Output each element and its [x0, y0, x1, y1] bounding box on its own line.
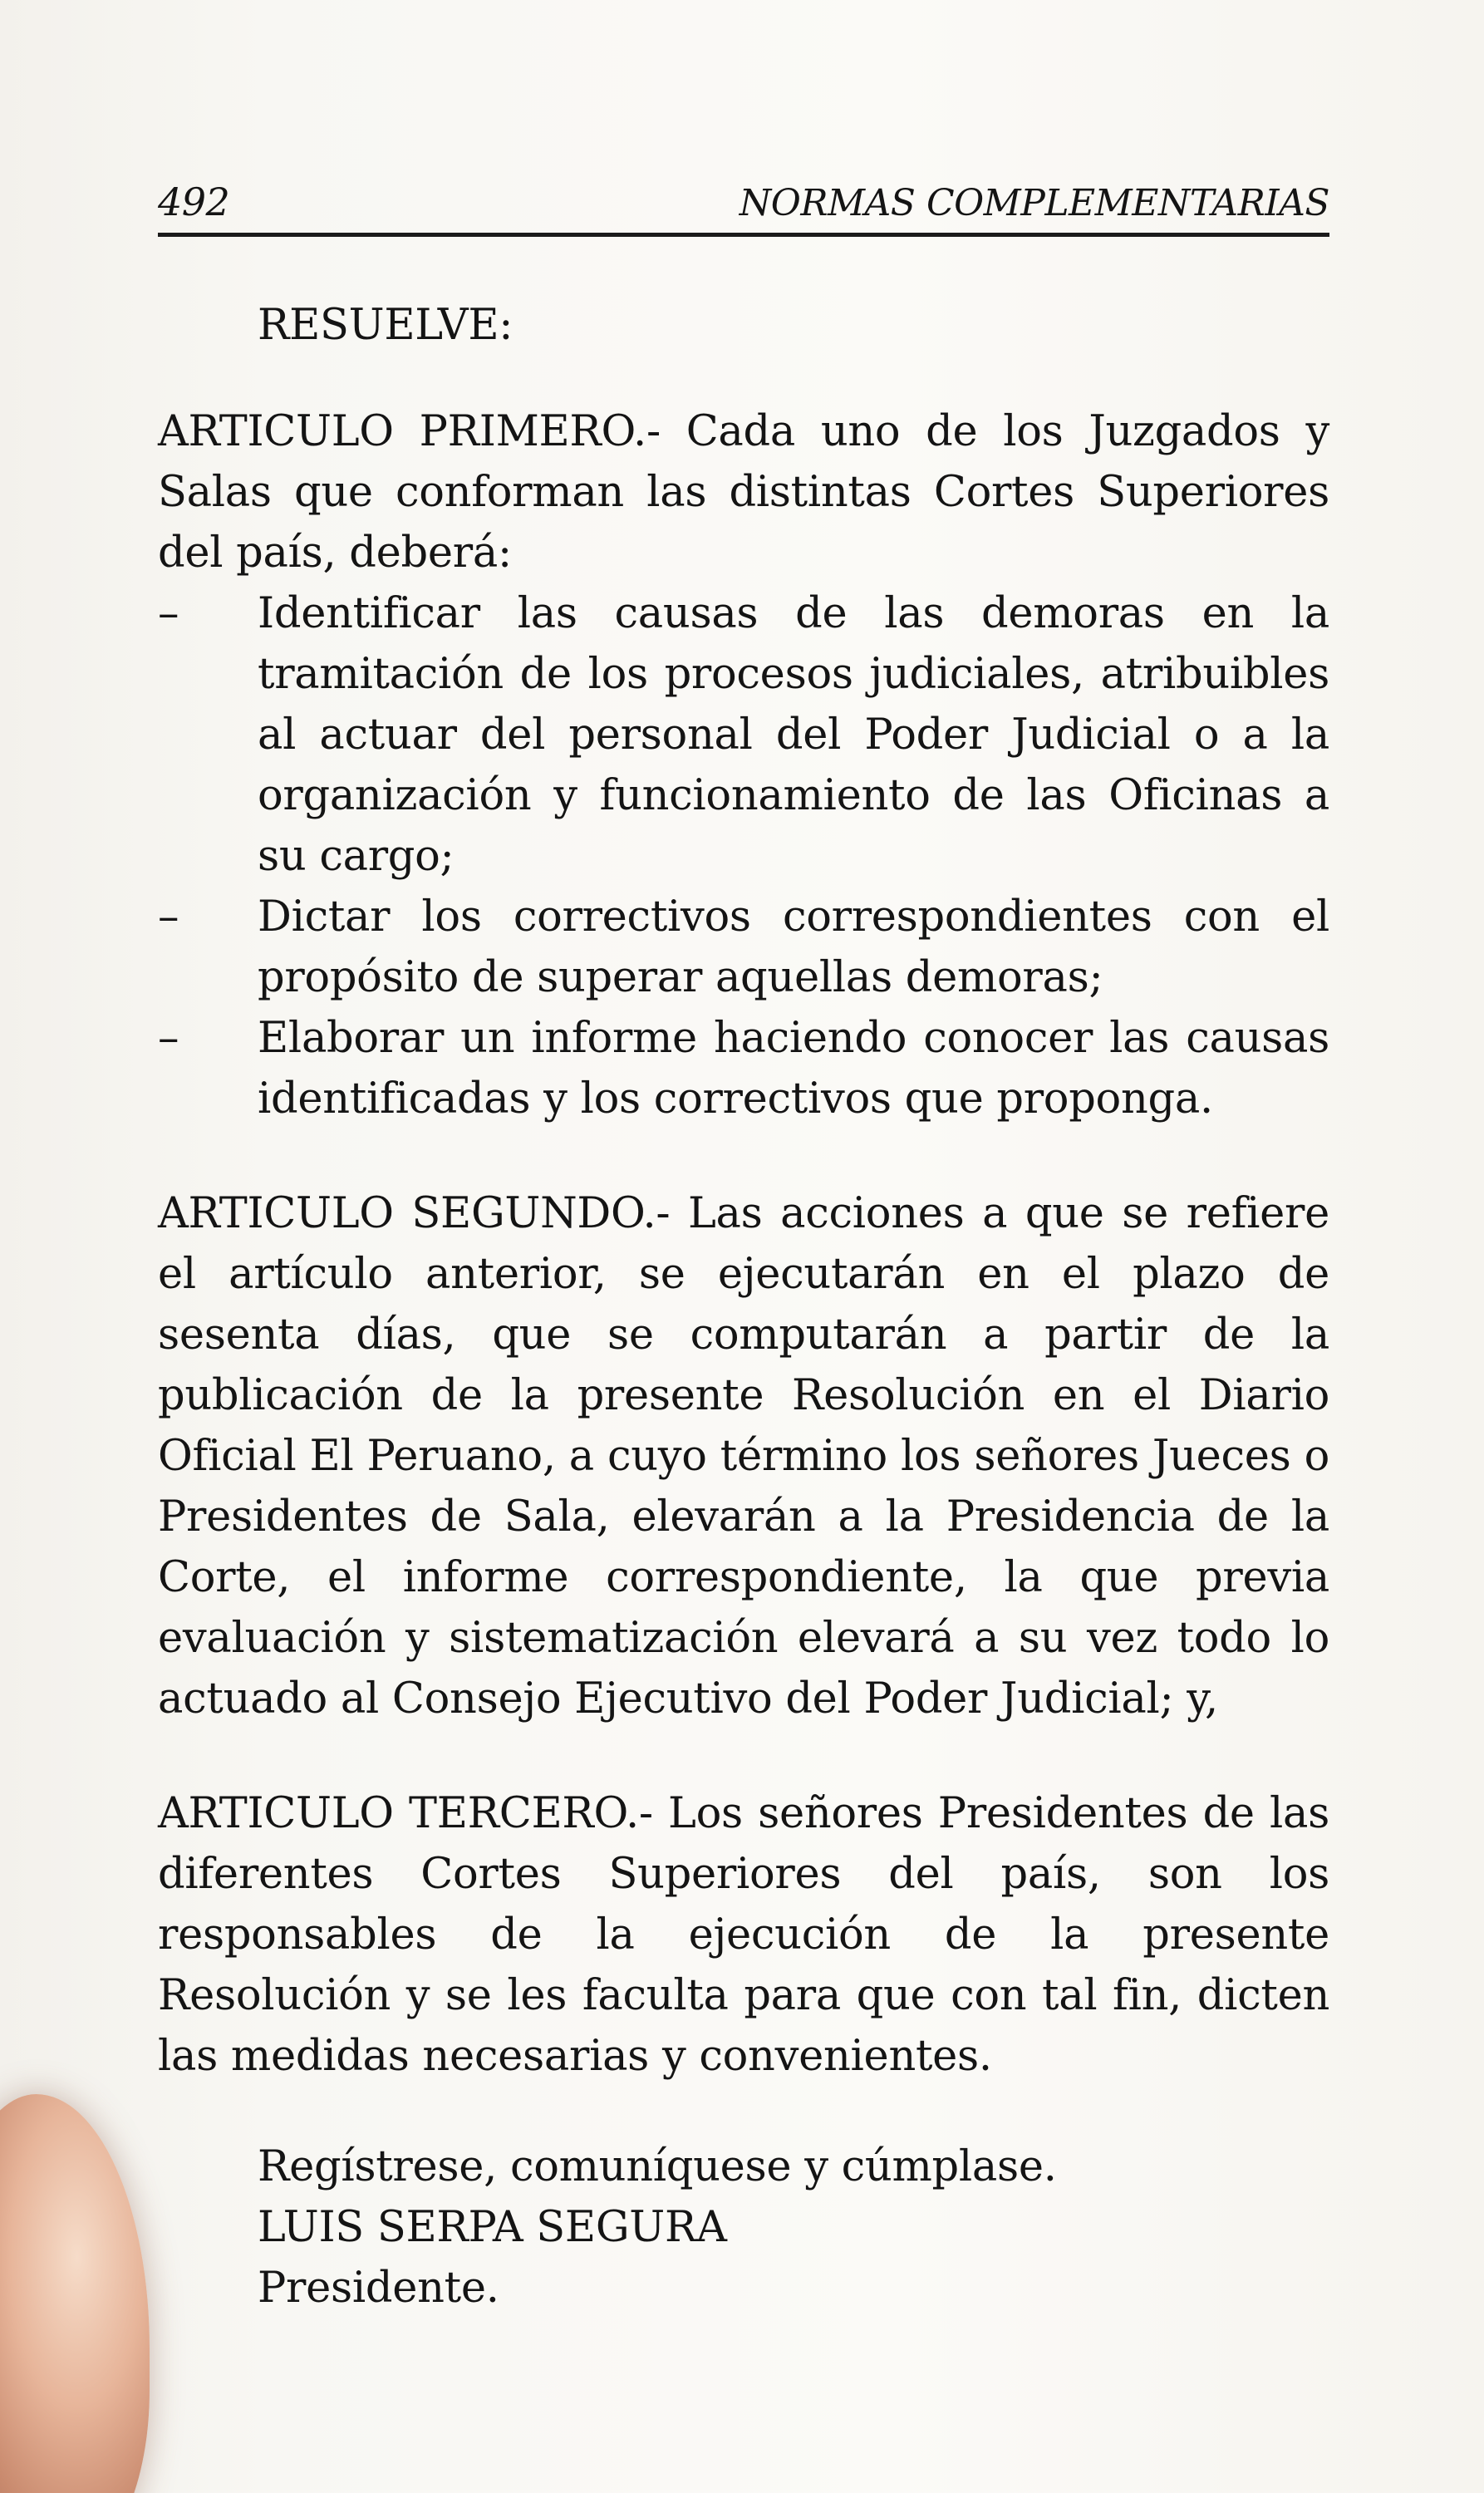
page-number: 492 — [158, 179, 230, 224]
article-primero-list — [158, 583, 1329, 1129]
body-text — [158, 295, 1329, 2318]
article-primero: ARTICULO PRIMERO.- Cada uno de los Juzgados y Salas que conforman las distintas Cortes Superiores del país, deberá: — [158, 407, 1329, 578]
resolution-heading: RESUELVE: — [258, 301, 514, 350]
list-item-text: Identificar las causas de las demoras en la tramitación de los procesos judiciales, atribuibles al actuar del personal del Poder Judicial o a la organización y funcionamiento de las Oficinas a su cargo; — [258, 589, 1329, 881]
thumb — [0, 2094, 150, 2493]
closing-block — [258, 2137, 1329, 2318]
article-tercero: ARTICULO TERCERO.- Los señores Presidentes de las diferentes Cortes Superiores del país, son los responsables de la ejecución de la presente Resolución y se les faculta para que con tal fin, dicten las medidas necesarias y convenientes. — [158, 1789, 1329, 2081]
closing-formula: Regístrese, comuníquese y cúmplase. — [258, 2142, 1057, 2191]
running-header — [158, 158, 1329, 237]
running-title: NORMAS COMPLEMENTARIAS — [739, 182, 1329, 224]
bullet-dash: – — [158, 1014, 179, 1063]
list-item — [158, 583, 1329, 887]
article-segundo: ARTICULO SEGUNDO.- Las acciones a que se refiere el artículo anterior, se ejecutarán en el plazo de sesenta días, que se computarán a partir de la publicación de la presente Resolución en el Diario Oficial El Peruano, a cuyo término los señores Jueces o Presidentes de Sala, elevarán a la Presidencia de la Corte, el informe correspondiente, la que previa evaluación y sistematización elevará a su vez todo lo actuado al Consejo Ejecutivo del Poder Judicial; y, — [158, 1189, 1329, 1723]
signatory-name: LUIS SERPA SEGURA — [258, 2203, 727, 2252]
list-item-text: Elaborar un informe haciendo conocer las causas identificadas y los correctivos que proponga. — [258, 1014, 1329, 1124]
list-item-text: Dictar los correctivos correspondientes con el propósito de superar aquellas demoras; — [258, 892, 1329, 1002]
bullet-dash: – — [158, 892, 179, 942]
signatory-position: Presidente. — [258, 2264, 499, 2313]
list-item — [158, 1008, 1329, 1129]
page-content — [158, 158, 1329, 2318]
bullet-dash: – — [158, 589, 179, 638]
list-item — [158, 887, 1329, 1008]
